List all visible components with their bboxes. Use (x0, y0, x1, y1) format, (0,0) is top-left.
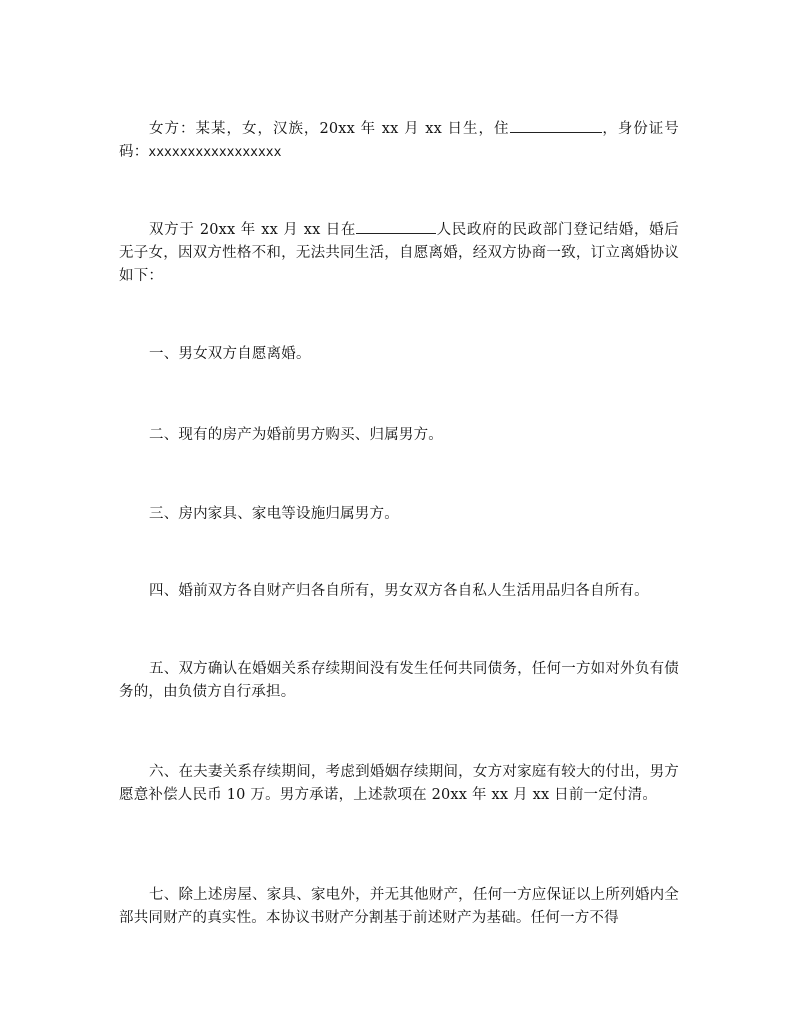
clause-4: 四、婚前双方各自财产归各自所有，男女双方各自私人生活用品归各自所有。 (149, 583, 649, 599)
marriage-paragraph (119, 218, 679, 288)
address-blank (510, 117, 602, 133)
clause-3: 三、房内家具、家电等设施归属男方。 (149, 506, 399, 522)
wife-birthdate: 20xx 年 xx 月 xx 日生，住 (319, 121, 510, 137)
wife-info-text-b: ，身份证号码： (119, 121, 679, 160)
clause-6: 六、在夫妻关系存续期间，考虑到婚姻存续期间，女方对家庭有较大的付出，男方愿意补偿人民币 10 万。男方承诺，上述款项在 20xx 年 xx 月 xx 日前一定付清。 (119, 764, 679, 803)
marriage-text-a: 双方于 20xx 年 xx 月 xx 日在 (149, 222, 357, 238)
clause-2: 二、现有的房产为婚前男方购买、归属男方。 (149, 427, 443, 443)
location-blank (356, 218, 436, 234)
wife-id-number: xxxxxxxxxxxxxxxxx (148, 145, 282, 160)
wife-info-text-a: 女方：某某，女，汉族， (149, 121, 320, 137)
wife-info-paragraph (119, 117, 679, 164)
marriage-text-b: 人民政府的民政部门登记结婚，婚后无子女，因双方性格不和，无法共同生活，自愿离婚，经双方协商一致，订立离婚协议如下： (119, 222, 680, 284)
clause-5: 五、双方确认在婚姻关系存续期间没有发生任何共同债务，任何一方如对外负有债务的，由负债方自行承担。 (119, 661, 679, 700)
clause-1: 一、男女双方自愿离婚。 (149, 346, 311, 362)
clause-7: 七、除上述房屋、家具、家电外，并无其他财产，任何一方应保证以上所列婚内全部共同财产的真实性。本协议书财产分割基于前述财产为基础。任何一方不得 (119, 887, 679, 926)
